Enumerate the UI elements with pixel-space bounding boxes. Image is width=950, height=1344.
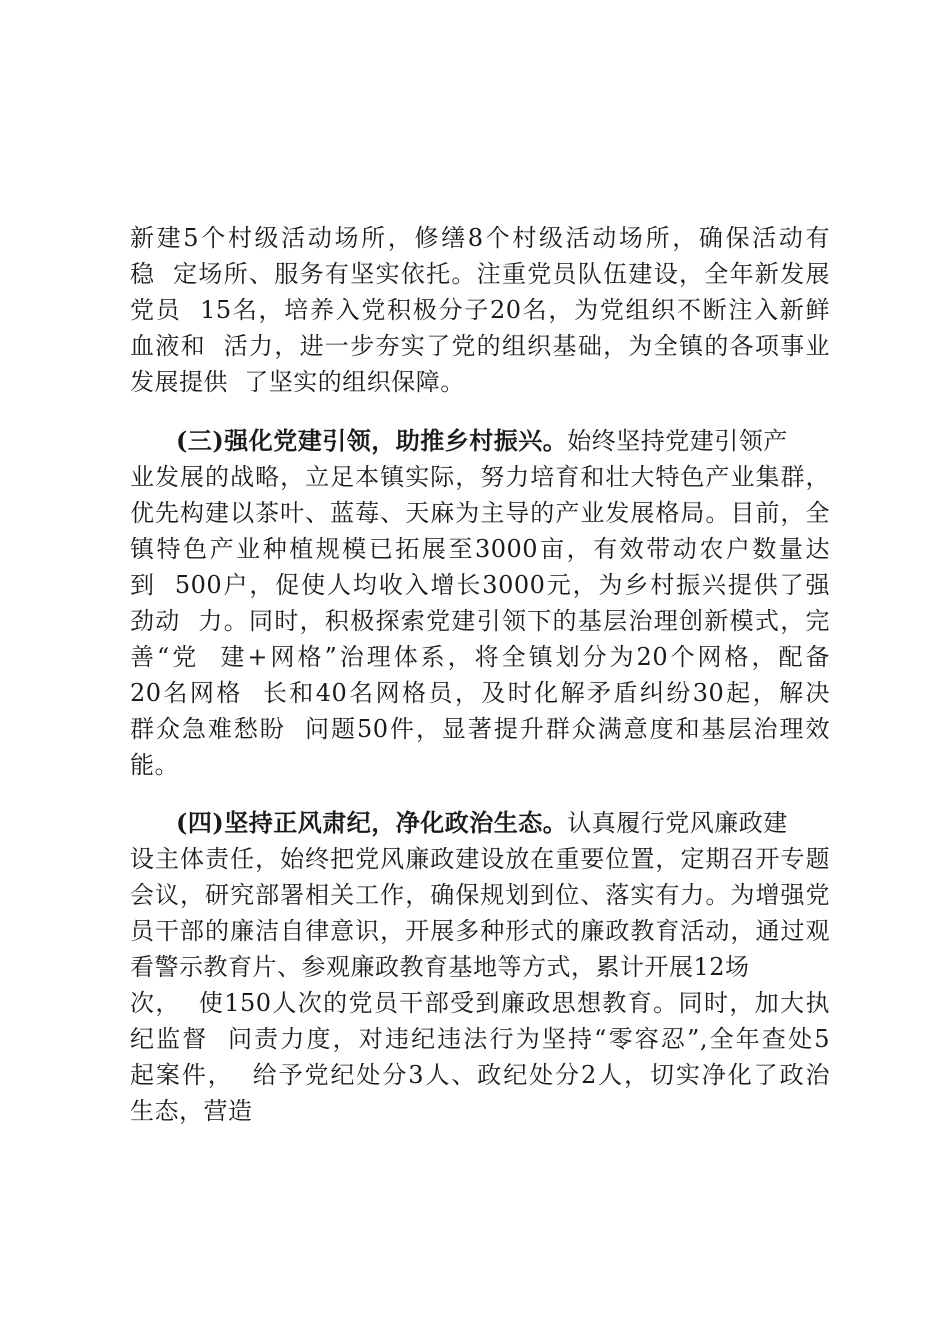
text-line: 劲动 力。同时，积极探索党建引领下的基层治理创新模式，完 [130, 607, 830, 635]
text-line: 优先构建以茶叶、蓝莓、天麻为主导的产业发展格局。目前，全 [130, 499, 830, 527]
text-line: 起案件， 给予党纪处分3人、政纪处分2人，切实净化了政治 [130, 1061, 830, 1089]
text-line: 会议，研究部署相关工作，确保规划到位、落实有力。为增强党 [130, 881, 830, 909]
section-text: 始终坚持党建引领产 [567, 427, 788, 455]
section-heading: (四)坚持正风肃纪，净化政治生态。 [176, 808, 568, 837]
text-line: 看警示教育片、参观廉政教育基地等方式，累计开展12场 [130, 953, 750, 981]
text-line: 血液和 活力，进一步夯实了党的组织基础，为全镇的各项事业 [130, 332, 830, 360]
text-line: 员干部的廉洁自律意识，开展多种形式的廉政教育活动，通过观 [130, 917, 830, 945]
text-line-first [176, 805, 830, 841]
text-line: 新建5个村级活动场所，修缮8个村级活动场所，确保活动有 [130, 224, 830, 252]
text-line: 生态，营造 [130, 1097, 253, 1125]
text-line: 20名网格 长和40名网格员，及时化解矛盾纠纷30起，解决 [130, 679, 830, 707]
text-line: 群众急难愁盼 问题50件，显著提升群众满意度和基层治理效 [130, 715, 830, 743]
text-line: 能。 [130, 751, 179, 779]
text-line: 次， 使150人次的党员干部受到廉政思想教育。同时，加大执 [130, 989, 830, 1017]
text-line: 善“党 建+网格”治理体系，将全镇划分为20个网格，配备 [130, 643, 830, 671]
section-heading: (三)强化党建引领，助推乡村振兴。 [176, 426, 568, 455]
text-line: 镇特色产业种植规模已拓展至3000亩，有效带动农户数量达 [130, 535, 830, 563]
text-line: 设主体责任，始终把党风廉政建设放在重要位置，定期召开专题 [130, 845, 830, 873]
section-text: 认真履行党风廉政建 [567, 809, 788, 837]
text-line-first [176, 423, 830, 459]
text-line: 党员 15名，培养入党积极分子20名，为党组织不断注入新鲜 [130, 296, 830, 324]
text-line: 发展提供 了坚实的组织保障。 [130, 368, 465, 396]
text-line: 业发展的战略，立足本镇实际，努力培育和壮大特色产业集群， [130, 463, 830, 491]
text-line: 到 500户，促使人均收入增长3000元，为乡村振兴提供了强 [130, 571, 830, 599]
text-line: 纪监督 问责力度，对违纪违法行为坚持“零容忍”,全年查处5 [130, 1025, 830, 1053]
text-line: 稳 定场所、服务有坚实依托。注重党员队伍建设，全年新发展 [130, 260, 830, 288]
